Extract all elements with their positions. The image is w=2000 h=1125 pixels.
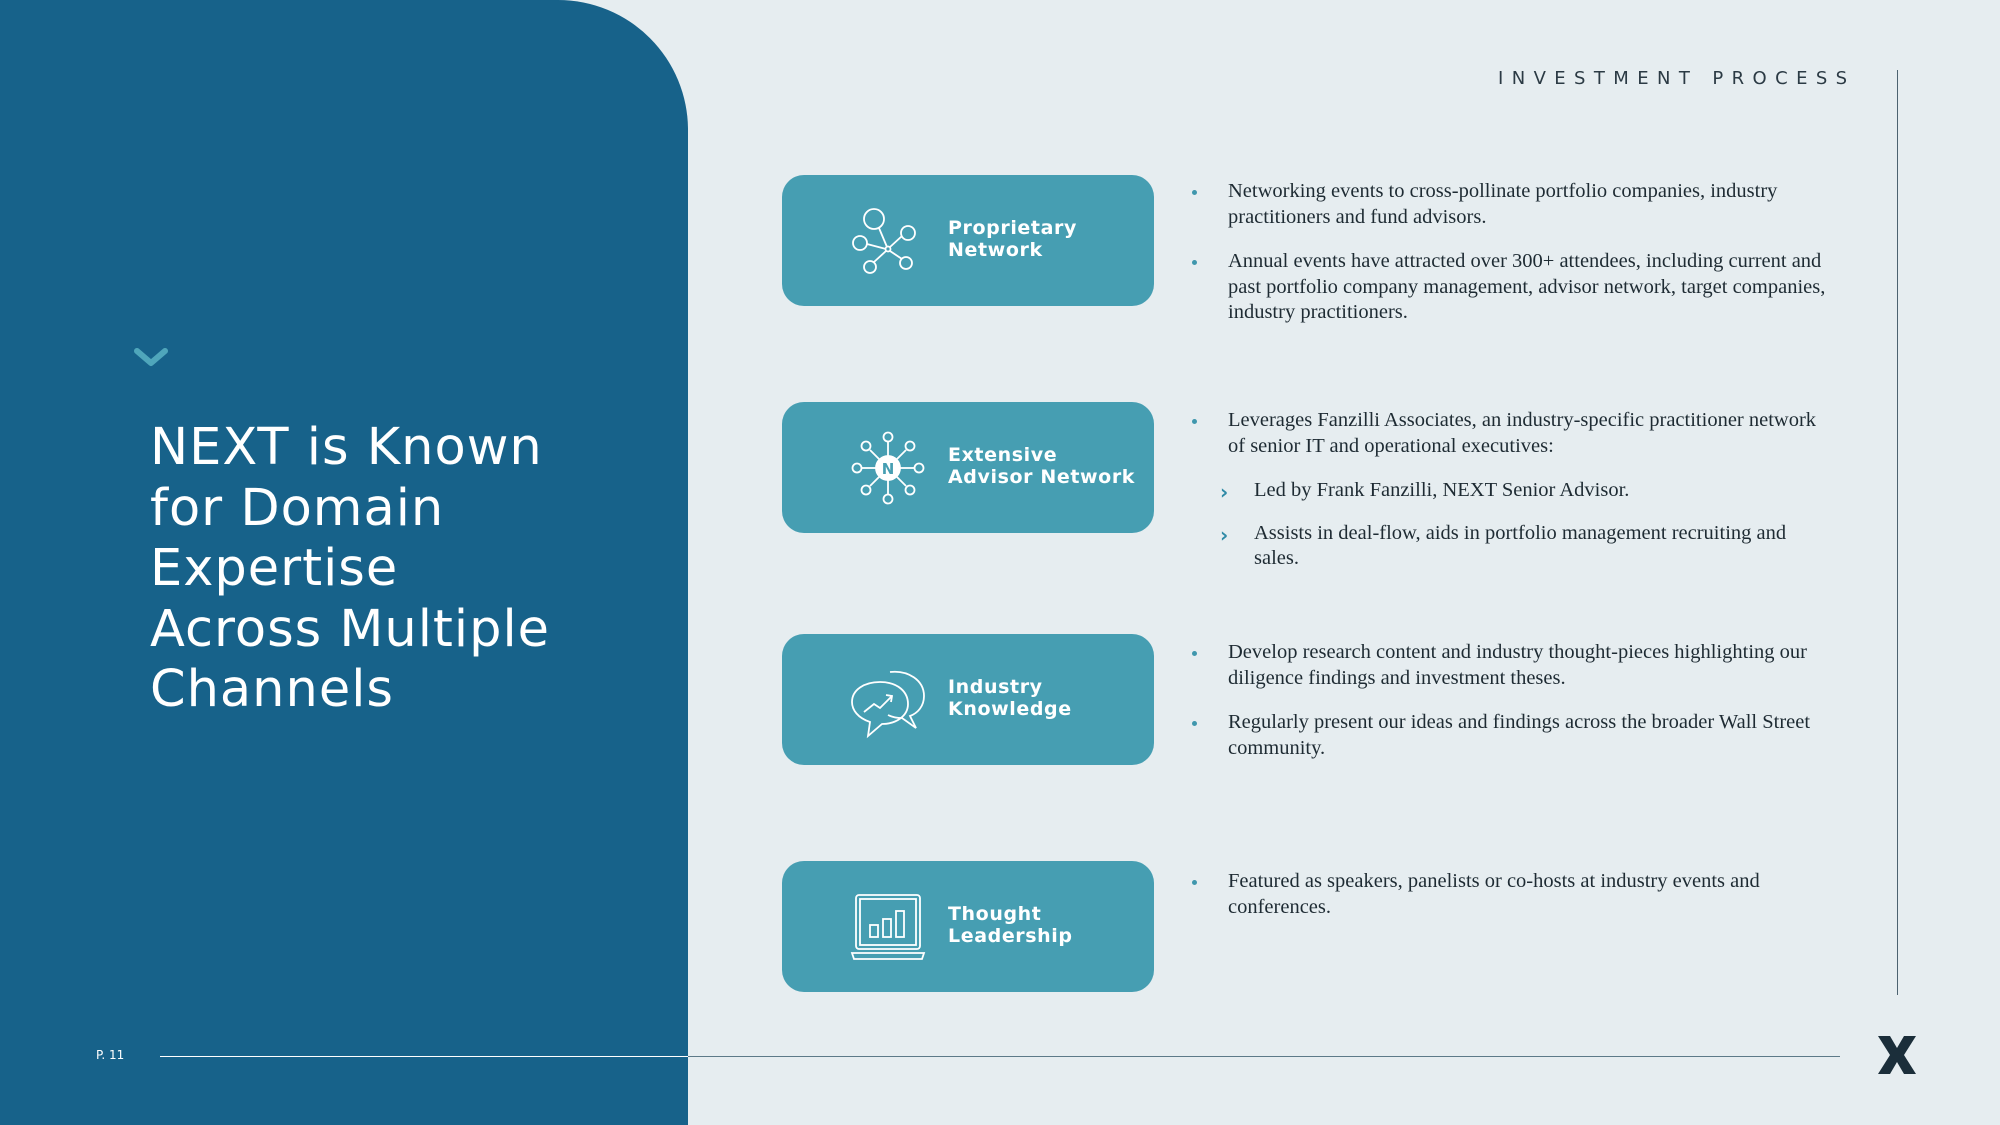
page-title	[150, 418, 670, 721]
advisor-hub-icon	[846, 426, 930, 510]
chevron-down-icon	[134, 346, 168, 368]
card-proprietary-network	[782, 175, 1154, 306]
bullet-list-proprietary-network	[1192, 179, 1832, 345]
laptop-bar-chart-icon	[846, 885, 930, 969]
chevron-right-icon: ›	[1220, 480, 1229, 504]
sub-list-item: › Assists in deal-flow, aids in portfolio management recruiting and sales.	[1220, 521, 1787, 569]
network-nodes-icon	[846, 199, 930, 283]
bullet-list-thought-leadership	[1192, 869, 1832, 939]
title-line-4: Across Multiple	[150, 599, 551, 659]
card-label: Proprietary Network	[948, 217, 1077, 261]
card-extensive-advisor-network	[782, 402, 1154, 533]
title-line-2: for Domain	[150, 478, 445, 538]
svg-text:N: N	[881, 460, 895, 478]
section-label: INVESTMENT PROCESS	[1498, 68, 1856, 89]
list-item: Develop research content and industry thought-pieces highlighting our diligence findings and investment theses.	[1192, 640, 1832, 691]
list-item: Networking events to cross-pollinate portfolio companies, industry practitioners and fund advisors.	[1192, 179, 1832, 230]
bullet-list-advisor-network	[1192, 408, 1832, 589]
sub-list-item: › Led by Frank Fanzilli, NEXT Senior Advisor.	[1220, 479, 1630, 504]
card-label: Extensive Advisor Network	[948, 444, 1136, 488]
title-line-5: Channels	[150, 660, 394, 719]
list-item: Featured as speakers, panelists or co-hosts at industry events and conferences.	[1192, 869, 1832, 920]
card-label: Industry Knowledge	[948, 676, 1072, 720]
footer-divider-left	[160, 1056, 688, 1057]
card-thought-leadership	[782, 861, 1154, 992]
list-item: Regularly present our ideas and findings across the broader Wall Street community.	[1192, 710, 1832, 761]
footer-divider-right	[688, 1056, 1840, 1057]
bullet-dot-icon	[1192, 260, 1197, 265]
chat-bubbles-chart-icon	[846, 658, 930, 742]
vertical-divider	[1897, 70, 1898, 995]
card-label: Thought Leadership	[948, 903, 1073, 947]
title-line-3: Expertise	[150, 539, 399, 598]
bullet-dot-icon	[1192, 419, 1197, 424]
bullet-dot-icon	[1192, 721, 1197, 726]
card-industry-knowledge	[782, 634, 1154, 765]
bullet-list-industry-knowledge	[1192, 640, 1832, 780]
page-number: P. 11	[96, 1048, 125, 1062]
next-logo-icon	[1876, 1034, 1918, 1076]
list-item: Annual events have attracted over 300+ attendees, including current and past portfolio company management, advisor network, target companies, industry practitioners.	[1192, 249, 1832, 326]
chevron-right-icon: ›	[1220, 522, 1229, 547]
bullet-dot-icon	[1192, 190, 1197, 195]
title-line-1: NEXT is Known	[150, 418, 543, 477]
list-item: Leverages Fanzilli Associates, an industry-specific practitioner network of senior IT and operational executives:	[1192, 408, 1832, 459]
bullet-dot-icon	[1192, 880, 1197, 885]
bullet-dot-icon	[1192, 651, 1197, 656]
